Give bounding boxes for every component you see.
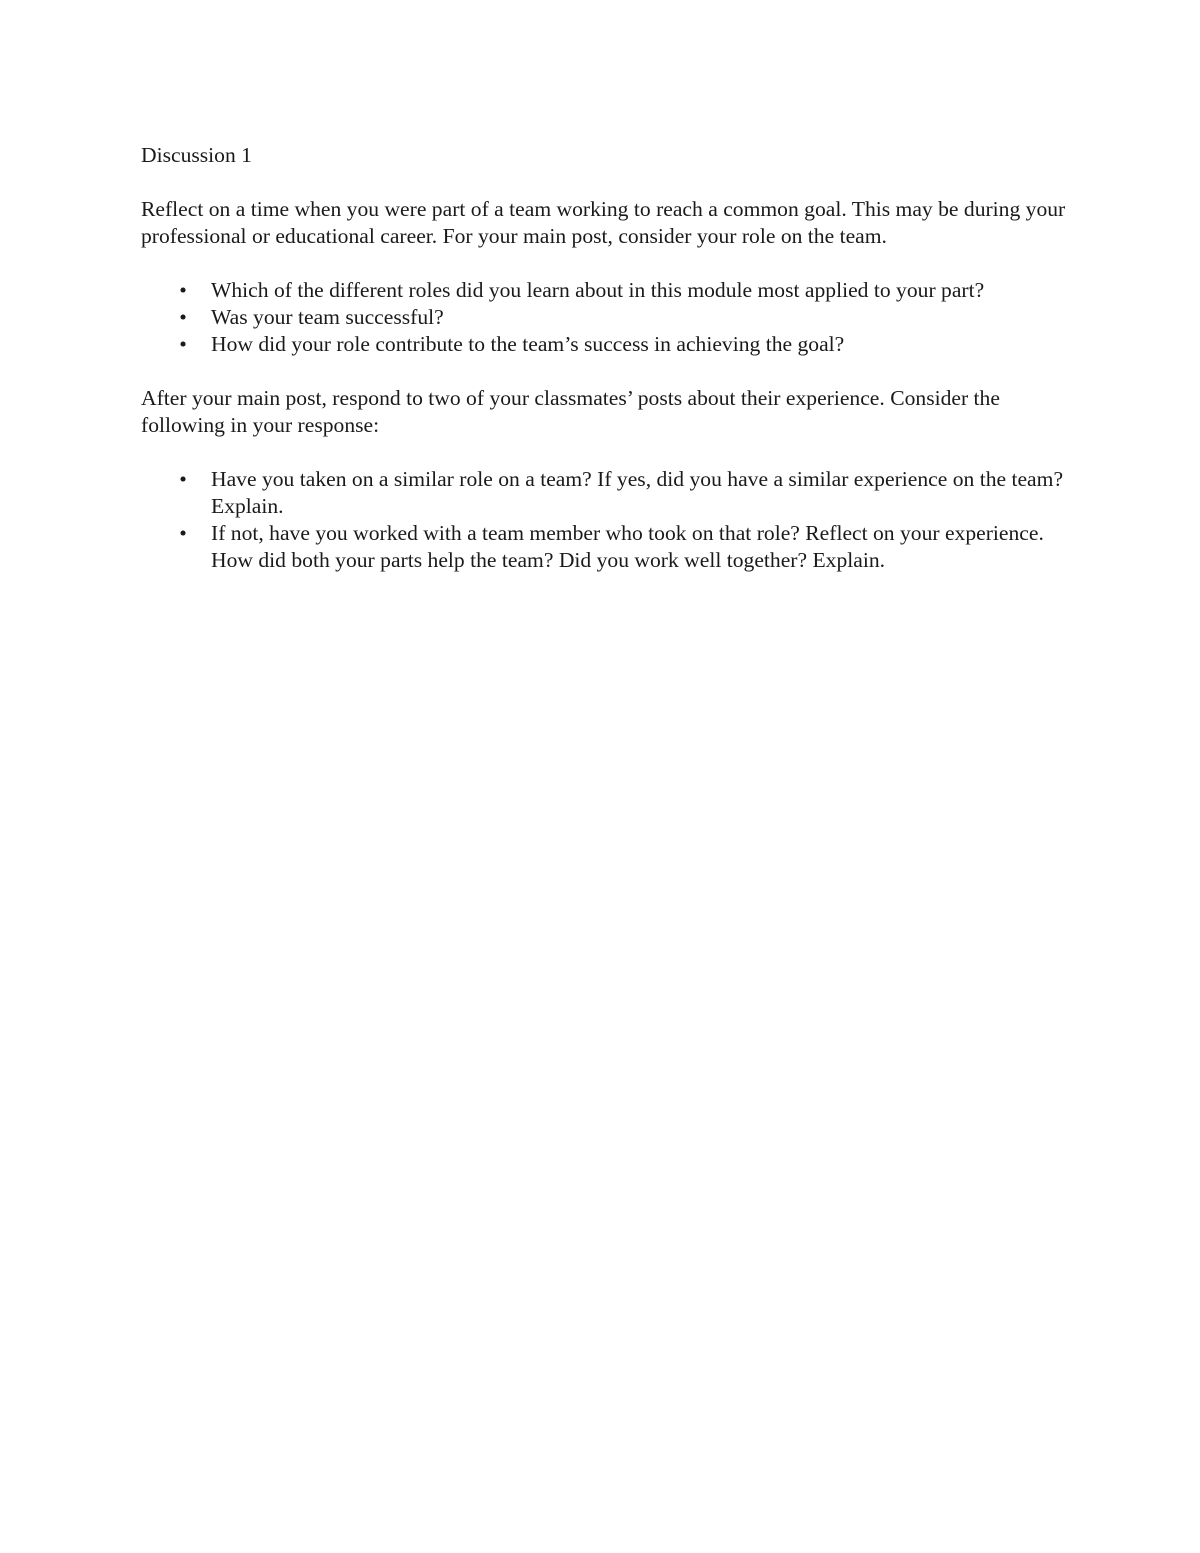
bullet-icon: •: [179, 332, 187, 356]
list-item: [141, 520, 1066, 574]
bullet-icon: •: [179, 467, 187, 491]
list-item-text: If not, have you worked with a team member who took on that role? Reflect on your experience. How did both your parts help the team? Did you work well together? Explain.: [211, 521, 1044, 572]
bullet-icon: •: [179, 305, 187, 329]
document-body: [141, 142, 1066, 601]
list-item: [141, 331, 1066, 358]
document-title: Discussion 1: [141, 143, 252, 167]
list-item: [141, 304, 1066, 331]
bullet-icon: •: [179, 278, 187, 302]
bullet-icon: •: [179, 521, 187, 545]
list-item-text: Was your team successful?: [211, 305, 444, 329]
list-item-text: Have you taken on a similar role on a team? If yes, did you have a similar experience on the team? Explain.: [211, 467, 1064, 518]
list-item: [141, 466, 1066, 520]
list-item-text: How did your role contribute to the team’s success in achieving the goal?: [211, 332, 845, 356]
main-questions-list: [141, 277, 1066, 358]
list-item-text: Which of the different roles did you learn about in this module most applied to your part?: [211, 278, 985, 302]
list-item: [141, 277, 1066, 304]
response-questions-list: [141, 466, 1066, 574]
intro-paragraph: Reflect on a time when you were part of a team working to reach a common goal. This may be during your professional or educational career. For your main post, consider your role on the team.: [141, 197, 1066, 248]
response-instructions-paragraph: After your main post, respond to two of your classmates’ posts about their experience. Consider the following in your response:: [141, 386, 1000, 437]
